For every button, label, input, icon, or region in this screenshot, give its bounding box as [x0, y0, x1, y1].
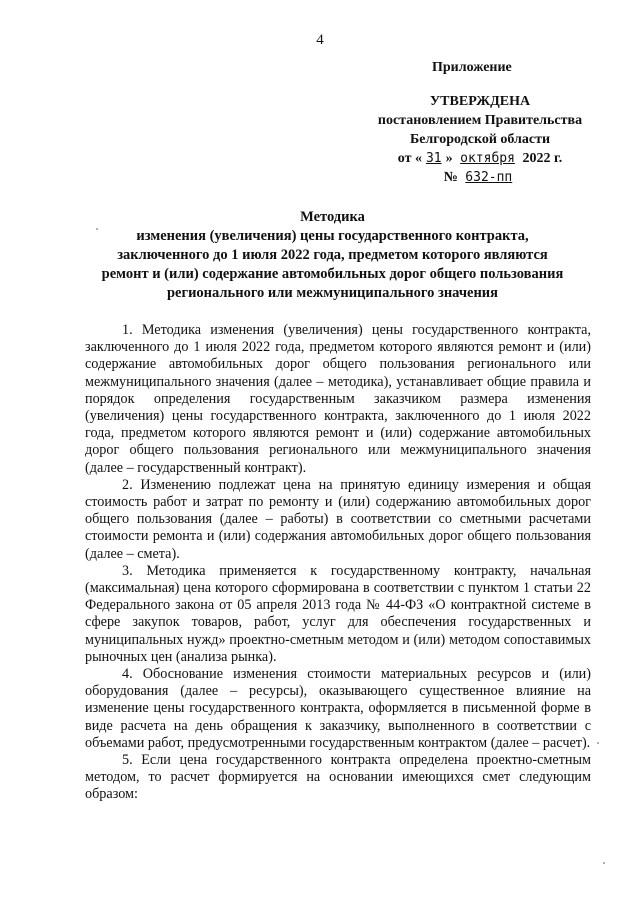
scan-speck: [603, 862, 605, 864]
body-text: [85, 322, 591, 804]
date-year: 2022 г.: [522, 151, 563, 166]
date-day: 31: [425, 151, 442, 166]
scan-speck: [96, 228, 98, 230]
title-line4: ремонт и (или) содержание автомобильных дорог общего пользования: [101, 266, 564, 282]
document-title: [90, 208, 575, 303]
title-line3: заключенного до 1 июля 2022 года, предметом которого являются: [117, 247, 548, 263]
approval-number: [355, 168, 605, 187]
paragraph-2: 2. Изменению подлежат цена на принятую единицу измерения и общая стоимость работ и затрат по ремонту и (или) содержанию автомобильных дорог общего пользования (далее – работы) в соответствии со сметными расчетами стоимости ремонта и (или) содержания автомобильных дорог общего пользования (далее – смета).: [85, 476, 591, 562]
title-line2: изменения (увеличения) цены государственного контракта,: [136, 228, 529, 244]
page-number: 4: [316, 32, 324, 48]
resolution-number: 632-пп: [465, 170, 513, 185]
appendix-label: Приложение: [432, 60, 512, 75]
paragraph-3: 3. Методика применяется к государственному контракту, начальная (максимальная) цена которого сформирована в соответствии с пунктом 1 статьи 22 Федерального закона от 05 апреля 2013 года № 44-ФЗ «О контрактной системе в сфере закупок товаров, работ, услуг для обеспечения государственных и муниципальных нужд» проектно-сметным методом и (или) методом сопоставимых рыночных цен (анализа рынка).: [85, 562, 591, 665]
title-line1: Методика: [300, 209, 365, 225]
number-prefix: №: [443, 170, 458, 185]
title-line5: регионального или межмуниципального значения: [166, 285, 499, 301]
date-month: октября: [460, 151, 515, 166]
approval-date: [355, 149, 605, 168]
paragraph-1: 1. Методика изменения (увеличения) цены государственного контракта, заключенного до 1 июля 2022 года, предметом которого являются ремонт и (или) содержание автомобильных дорог общего пользования регионального или межмуниципального значения (далее – методика), устанавливает общие правила и порядок определения государственным заказчиком размера изменения (увеличения) цены государственного контракта, заключенного до 1 июля 2022 года, предметом которого являются ремонт и (или) содержание автомобильных дорог общего пользования регионального или межмуниципального значения (далее – государственный контракт).: [85, 322, 591, 476]
approval-stamp: [355, 92, 605, 187]
scan-speck: [597, 742, 599, 744]
approval-line2: Белгородской области: [409, 132, 551, 147]
paragraph-5: 5. Если цена государственного контракта определена проектно-сметным методом, то расчет формируется на основании имеющихся смет следующим образом:: [85, 752, 591, 803]
approval-heading: УТВЕРЖДЕНА: [429, 94, 531, 109]
paragraph-4: 4. Обоснование изменения стоимости материальных ресурсов и (или) оборудования (далее – ресурсы), оказывающего существенное влияние на изменение цены государственного контракта, оформляется в письменной форме в виде расчета на день обращения к заказчику, выполненного в соответствии с объемами работ, предусмотренными государственным контрактом (далее – расчет).: [85, 666, 591, 751]
date-prefix: от «: [397, 151, 422, 166]
approval-line1: постановлением Правительства: [377, 113, 583, 128]
date-mid: »: [445, 151, 453, 166]
